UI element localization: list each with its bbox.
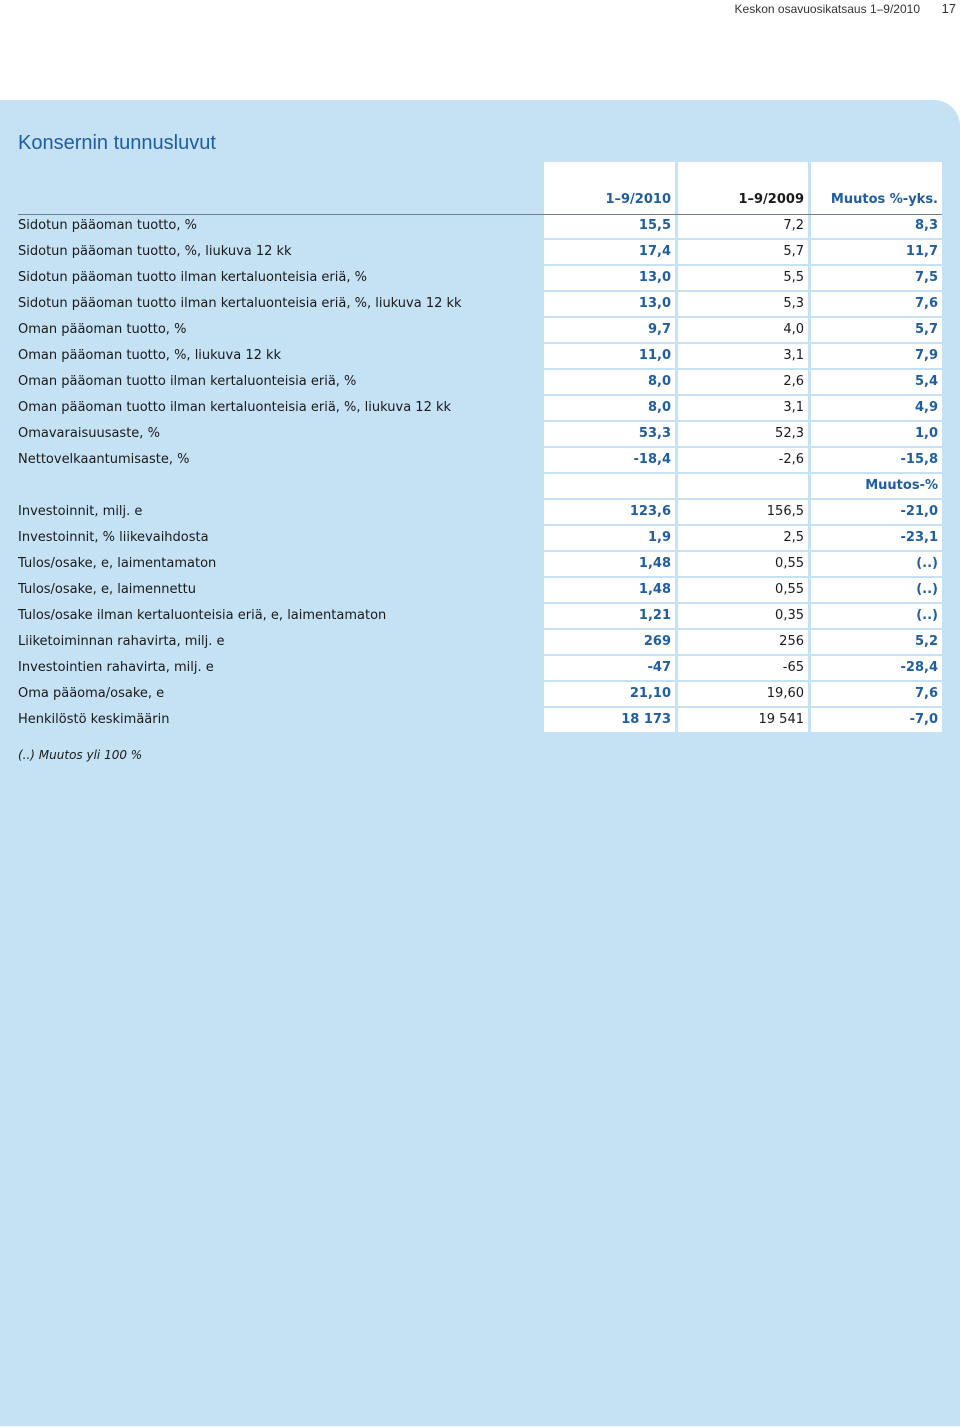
value-2009: 2,6 xyxy=(783,374,804,389)
value-change: (..) xyxy=(916,556,938,571)
row-label: Oman pääoman tuotto, % xyxy=(18,322,187,337)
value-2009: 2,5 xyxy=(783,530,804,545)
table-row xyxy=(0,656,960,682)
row-label: Oman pääoman tuotto, %, liukuva 12 kk xyxy=(18,348,282,363)
value-2010: 13,0 xyxy=(638,296,671,311)
value-2010: -47 xyxy=(647,660,671,675)
value-2010: 1,48 xyxy=(638,556,671,571)
value-2009: 3,1 xyxy=(783,400,804,415)
value-change: -21,0 xyxy=(900,504,938,519)
value-change: -23,1 xyxy=(900,530,938,545)
table-row xyxy=(0,318,960,344)
value-2010: 13,0 xyxy=(638,270,671,285)
row-label: Sidotun pääoman tuotto, %, liukuva 12 kk xyxy=(18,244,292,259)
value-change: -7,0 xyxy=(909,712,938,727)
column-header-2009: 1–9/2009 xyxy=(738,192,804,207)
column-header-2010: 1–9/2010 xyxy=(605,192,671,207)
row-label: Investoinnit, % liikevaihdosta xyxy=(18,530,209,545)
value-2009: 0,35 xyxy=(775,608,804,623)
row-label: Sidotun pääoman tuotto ilman kertaluonteisia eriä, %, liukuva 12 kk xyxy=(18,296,462,311)
footnote: (..) Muutos yli 100 % xyxy=(18,748,143,762)
table-body-a xyxy=(0,214,960,474)
panel-title: Konsernin tunnusluvut xyxy=(18,132,216,154)
table-row xyxy=(0,422,960,448)
page-number: 17 xyxy=(941,1,956,16)
value-change: 1,0 xyxy=(914,426,938,441)
row-label: Oma pääoma/osake, e xyxy=(18,686,165,701)
column-header-change: Muutos %-yks. xyxy=(830,192,938,207)
row-label: Tulos/osake ilman kertaluonteisia eriä, e, laimentamaton xyxy=(18,608,387,623)
value-2009: 256 xyxy=(779,634,804,649)
key-figures-panel xyxy=(0,100,960,1426)
table-header-row xyxy=(0,188,960,214)
value-change: 7,9 xyxy=(914,348,938,363)
row-label: Henkilöstö keskimäärin xyxy=(18,712,170,727)
value-change: 4,9 xyxy=(914,400,938,415)
value-change: (..) xyxy=(916,582,938,597)
row-label: Oman pääoman tuotto ilman kertaluonteisia eriä, % xyxy=(18,374,357,389)
value-2009: 156,5 xyxy=(766,504,804,519)
value-2009: 19,60 xyxy=(766,686,804,701)
table-row xyxy=(0,370,960,396)
row-label: Nettovelkaantumisaste, % xyxy=(18,452,190,467)
value-change: 7,6 xyxy=(914,686,938,701)
value-change: 5,2 xyxy=(914,634,938,649)
table-row xyxy=(0,500,960,526)
value-2009: -65 xyxy=(782,660,804,675)
table-subheader-row xyxy=(0,474,960,500)
table-row xyxy=(0,682,960,708)
value-2010: 1,9 xyxy=(647,530,671,545)
value-2009: 0,55 xyxy=(775,582,804,597)
table-row xyxy=(0,578,960,604)
table-row xyxy=(0,240,960,266)
value-change: 7,5 xyxy=(914,270,938,285)
value-2010: 11,0 xyxy=(638,348,671,363)
value-2010: 18 173 xyxy=(621,712,671,727)
row-label: Tulos/osake, e, laimentamaton xyxy=(18,556,217,571)
value-change: 8,3 xyxy=(914,218,938,233)
table-row xyxy=(0,604,960,630)
value-2009: 19 541 xyxy=(758,712,804,727)
table-row xyxy=(0,344,960,370)
value-2010: 123,6 xyxy=(629,504,671,519)
value-2009: 5,3 xyxy=(783,296,804,311)
value-change: (..) xyxy=(916,608,938,623)
page-header xyxy=(0,0,960,20)
row-divider xyxy=(18,732,942,734)
row-label: Investointien rahavirta, milj. e xyxy=(18,660,214,675)
value-2009: 52,3 xyxy=(775,426,804,441)
table-row xyxy=(0,266,960,292)
value-2009: 5,5 xyxy=(783,270,804,285)
value-2010: 1,21 xyxy=(638,608,671,623)
table-row xyxy=(0,708,960,734)
value-change: -28,4 xyxy=(900,660,938,675)
value-change: 7,6 xyxy=(914,296,938,311)
table-row xyxy=(0,526,960,552)
value-2010: 269 xyxy=(643,634,671,649)
value-2010: 8,0 xyxy=(647,400,671,415)
document-title: Keskon osavuosikatsaus 1–9/2010 xyxy=(734,2,920,16)
table-row xyxy=(0,214,960,240)
value-2009: 3,1 xyxy=(783,348,804,363)
value-change: 5,7 xyxy=(914,322,938,337)
value-2009: -2,6 xyxy=(778,452,804,467)
table-row xyxy=(0,448,960,474)
value-2010: -18,4 xyxy=(633,452,671,467)
row-label: Sidotun pääoman tuotto ilman kertaluonteisia eriä, % xyxy=(18,270,367,285)
value-2010: 9,7 xyxy=(647,322,671,337)
value-2009: 0,55 xyxy=(775,556,804,571)
row-label: Omavaraisuusaste, % xyxy=(18,426,160,441)
value-change: 11,7 xyxy=(905,244,938,259)
value-2010: 8,0 xyxy=(647,374,671,389)
value-2010: 21,10 xyxy=(629,686,671,701)
row-label: Liiketoiminnan rahavirta, milj. e xyxy=(18,634,225,649)
row-label: Oman pääoman tuotto ilman kertaluonteisia eriä, %, liukuva 12 kk xyxy=(18,400,452,415)
row-label: Sidotun pääoman tuotto, % xyxy=(18,218,197,233)
value-change: -15,8 xyxy=(900,452,938,467)
value-2009: 7,2 xyxy=(783,218,804,233)
table-body-b xyxy=(0,500,960,734)
key-figures-table xyxy=(0,188,960,734)
value-2010: 53,3 xyxy=(638,426,671,441)
value-change: 5,4 xyxy=(914,374,938,389)
value-2010: 17,4 xyxy=(638,244,671,259)
table-row xyxy=(0,396,960,422)
table-row xyxy=(0,630,960,656)
table-row xyxy=(0,552,960,578)
value-2010: 1,48 xyxy=(638,582,671,597)
value-2009: 5,7 xyxy=(783,244,804,259)
row-label: Tulos/osake, e, laimennettu xyxy=(18,582,196,597)
table-row xyxy=(0,292,960,318)
value-2010: 15,5 xyxy=(638,218,671,233)
value-2009: 4,0 xyxy=(783,322,804,337)
row-label: Investoinnit, milj. e xyxy=(18,504,143,519)
subheader-change-percent: Muutos-% xyxy=(865,478,938,493)
